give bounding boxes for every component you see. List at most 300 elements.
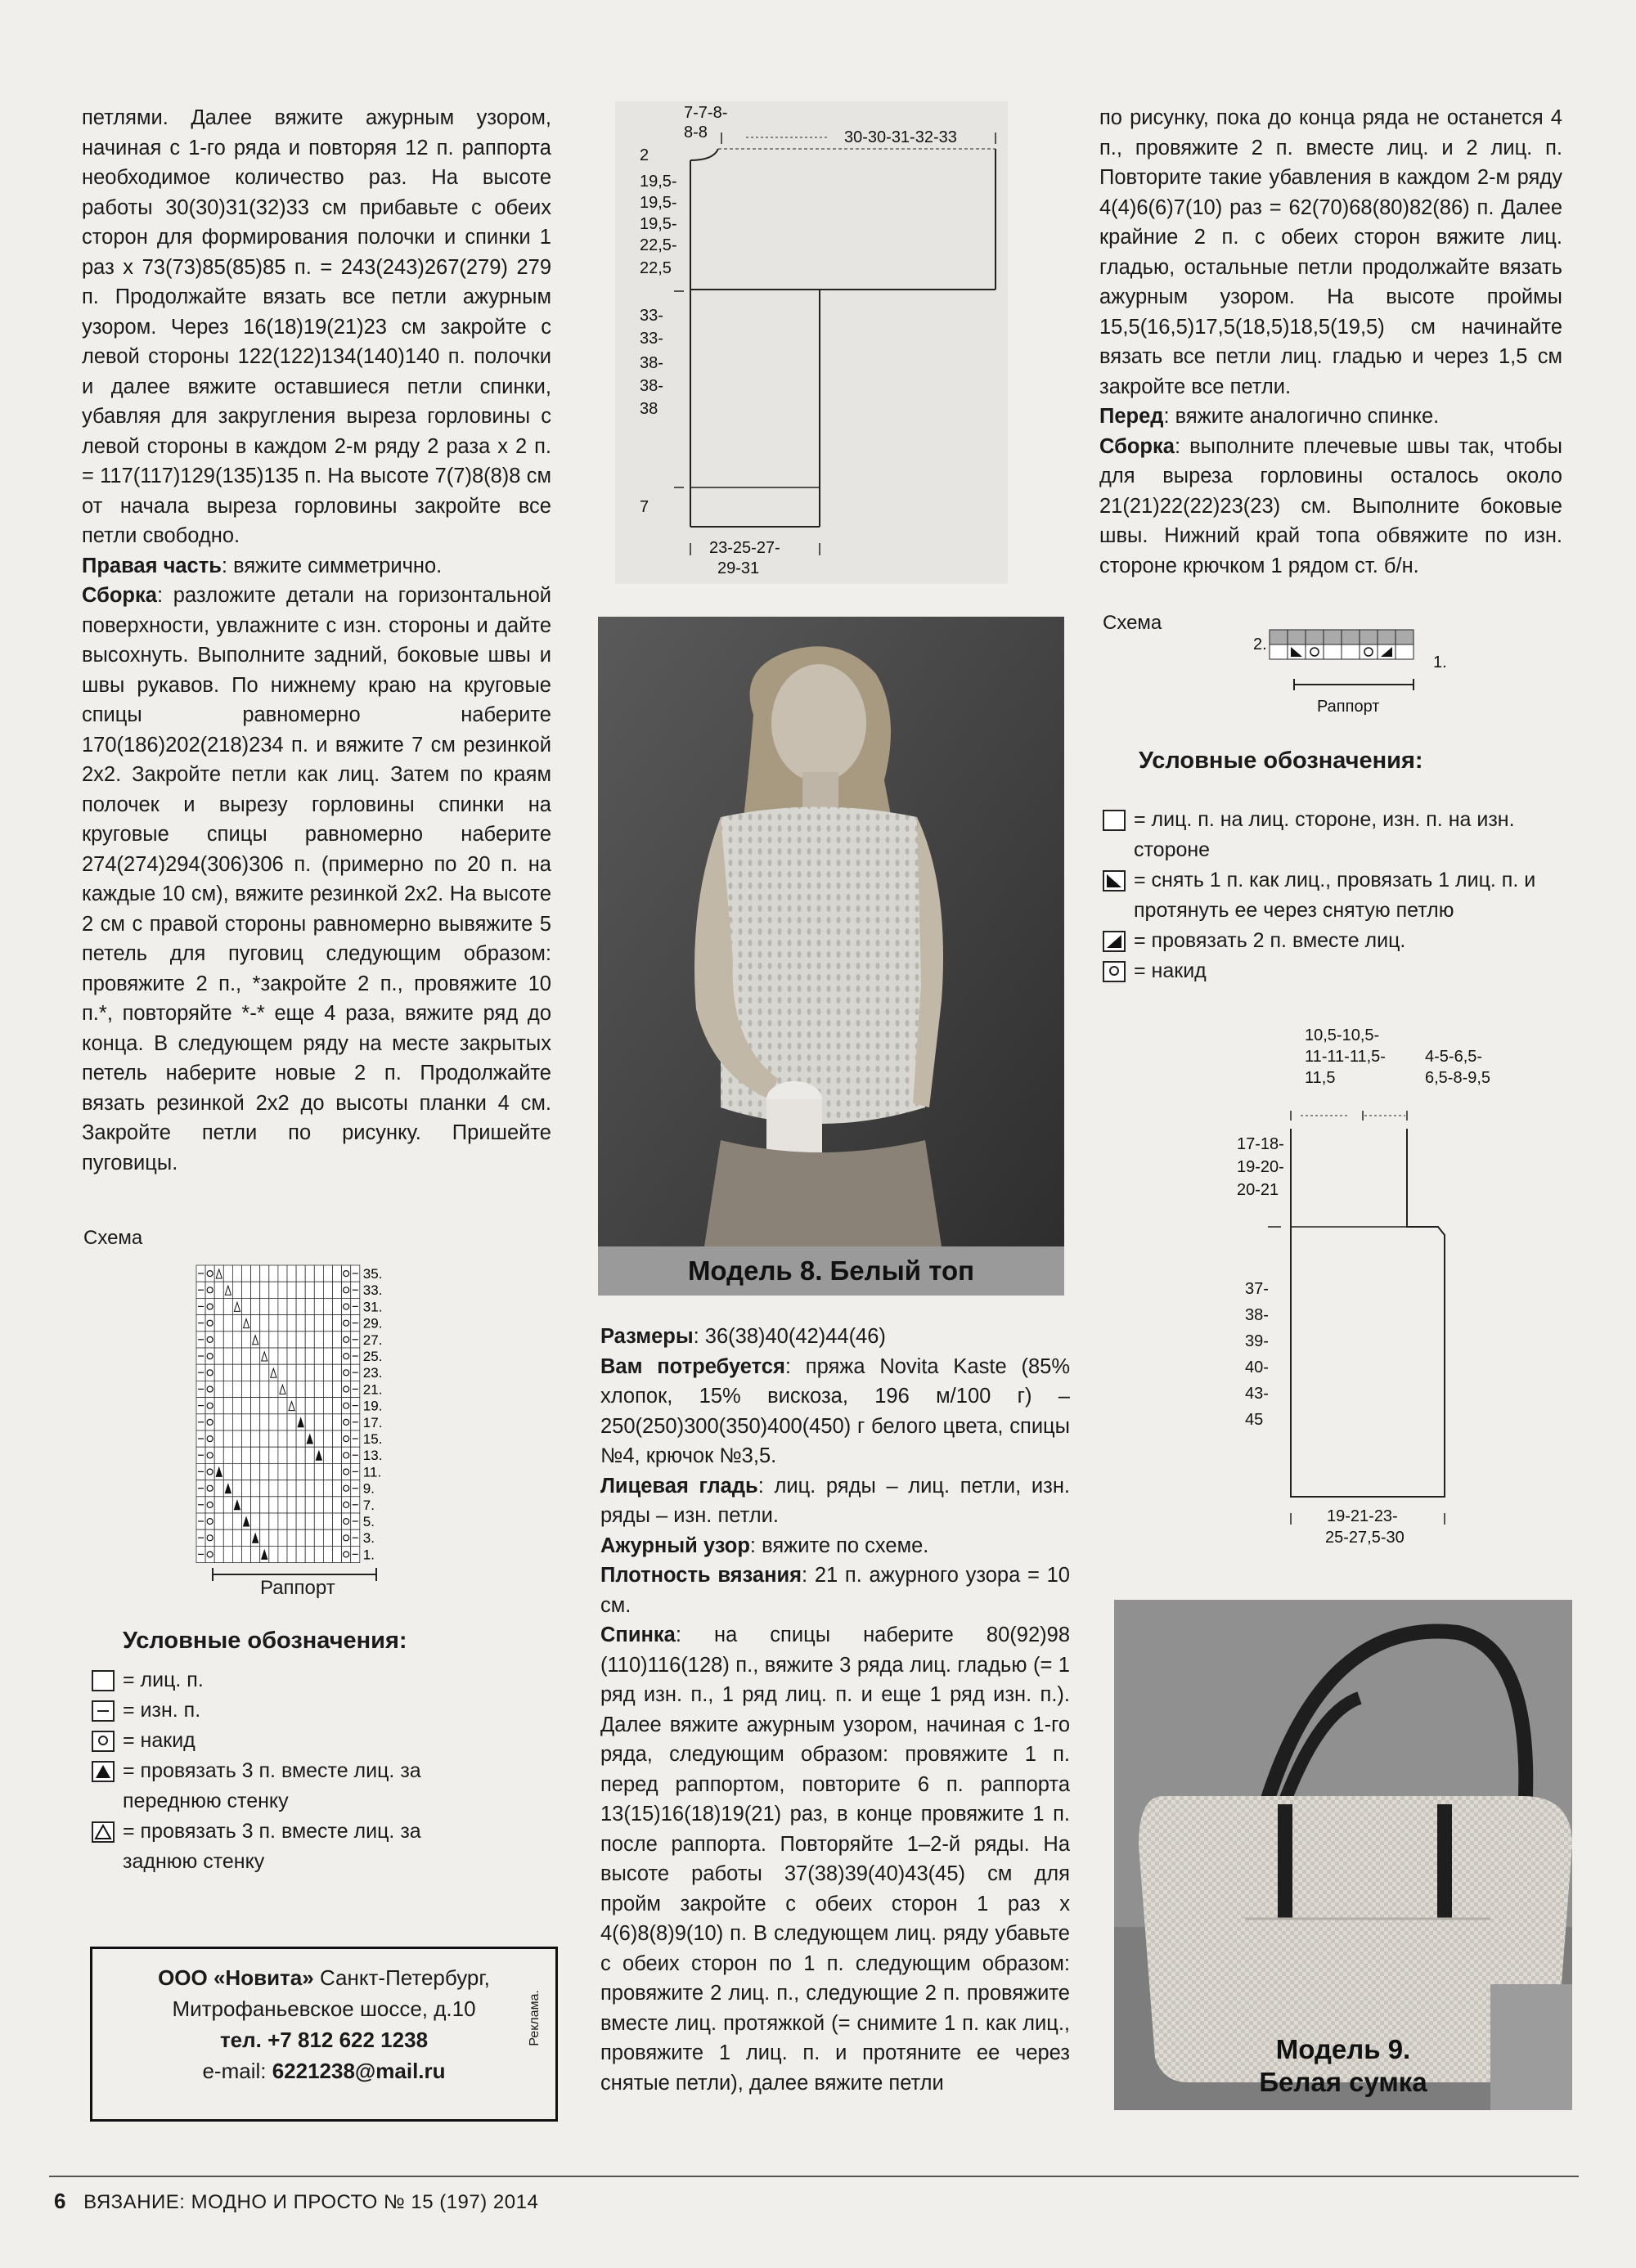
scheme-cell — [287, 1265, 296, 1282]
scheme-cell — [260, 1348, 269, 1364]
scheme-cell — [223, 1430, 232, 1447]
scheme-cell — [278, 1463, 287, 1480]
yarn-over-icon — [1103, 961, 1126, 982]
scheme2-cell — [1324, 644, 1342, 659]
scheme2-cell — [1360, 644, 1378, 659]
scheme-cell — [278, 1298, 287, 1314]
lace-scheme2-chart — [1252, 627, 1456, 733]
scheme-cell — [333, 1282, 342, 1298]
scheme-cell — [305, 1348, 314, 1364]
scheme-cell — [251, 1332, 260, 1348]
svg-text:17-18-: 17-18- — [1237, 1135, 1284, 1153]
scheme-cell — [232, 1529, 241, 1546]
scheme-cell — [296, 1546, 305, 1562]
scheme-row-number: 21. — [362, 1381, 383, 1398]
scheme-cell — [232, 1315, 241, 1332]
scheme-cell — [242, 1315, 251, 1332]
scheme-cell — [269, 1430, 278, 1447]
scheme-cell — [287, 1529, 296, 1546]
scheme-cell — [232, 1447, 241, 1463]
scheme2-cell — [1288, 630, 1306, 644]
scheme-cell — [223, 1497, 232, 1513]
scheme-row-number: 19. — [362, 1398, 383, 1414]
scheme-cell — [287, 1447, 296, 1463]
scheme-row-number: 9. — [362, 1480, 375, 1497]
scheme-cell — [305, 1381, 314, 1397]
scheme-cell — [296, 1497, 305, 1513]
scheme-cell — [314, 1348, 323, 1364]
scheme-cell — [223, 1364, 232, 1381]
scheme-cell — [287, 1430, 296, 1447]
scheme2-repeat-label: Раппорт — [1317, 698, 1380, 716]
scheme-cell — [323, 1430, 332, 1447]
scheme-row-number: 17. — [362, 1414, 383, 1430]
scheme2-grid — [1270, 630, 1414, 659]
scheme-cell — [296, 1332, 305, 1348]
scheme-row-number: 3. — [362, 1530, 375, 1547]
sch-left-label: 19,5- — [640, 173, 677, 191]
scheme-cell — [232, 1381, 241, 1397]
svg-text:11-11-11,5-: 11-11-11,5- — [1305, 1048, 1386, 1066]
scheme-cell — [278, 1480, 287, 1497]
top-pattern-schematic — [615, 101, 1008, 584]
scheme-cell — [314, 1430, 323, 1447]
sch-left-label: 22,5 — [640, 259, 672, 277]
svg-text:37-: 37- — [1245, 1280, 1269, 1298]
model-9-caption: Модель 9. Белая сумка — [1259, 2034, 1427, 2097]
model-9-photo — [1114, 1600, 1572, 2110]
scheme-cell — [287, 1398, 296, 1414]
svg-text:45: 45 — [1245, 1411, 1264, 1429]
scheme-cell — [232, 1546, 241, 1562]
scheme-cell — [323, 1414, 332, 1430]
k3tog-back-icon — [92, 1821, 115, 1843]
scheme-cell — [305, 1398, 314, 1414]
right-part-label: Правая часть — [82, 554, 222, 577]
svg-text:39-: 39- — [1245, 1332, 1269, 1350]
svg-text:43-: 43- — [1245, 1385, 1269, 1403]
scheme-cell — [242, 1265, 251, 1282]
scheme-cell — [278, 1430, 287, 1447]
legend-item: = накид — [92, 1726, 501, 1756]
scheme-cell — [287, 1546, 296, 1562]
sch-top-left: 7-7-8- — [684, 104, 728, 122]
scheme-cell — [278, 1265, 287, 1282]
scheme-cell — [333, 1447, 342, 1463]
sch-left-label: 38- — [640, 354, 663, 372]
scheme-cell — [323, 1298, 332, 1314]
assembly2-paragraph: Сборка: выполните плечевые швы так, чтобы для выреза горловины осталось около 21(21)22(22)23(23) см. Выполните боковые швы. Нижний край топа обвяжите по изн. стороне крючком 1 рядом ст. б/н. — [1099, 434, 1562, 577]
legend2-item: = провязать 2 п. вместе лиц. — [1103, 926, 1569, 956]
scheme-cell — [223, 1348, 232, 1364]
scheme-cell — [333, 1265, 342, 1282]
scheme-cell — [333, 1513, 342, 1529]
middle-text-column — [600, 1322, 1070, 2098]
scheme-cell — [305, 1298, 314, 1314]
sizes-paragraph: Размеры: 36(38)40(42)44(46) — [600, 1325, 886, 1348]
scheme-cell — [242, 1381, 251, 1397]
scheme-cell — [214, 1315, 223, 1332]
scheme-cell — [305, 1332, 314, 1348]
scheme-cell — [278, 1332, 287, 1348]
scheme-cell — [214, 1546, 223, 1562]
scheme-cell — [314, 1381, 323, 1397]
scheme-cell — [287, 1332, 296, 1348]
scheme-cell — [223, 1381, 232, 1397]
scheme-cell — [232, 1513, 241, 1529]
svg-text:6,5-8-9,5: 6,5-8-9,5 — [1425, 1069, 1491, 1087]
k2tog-icon — [1103, 931, 1126, 952]
scheme-cell — [223, 1332, 232, 1348]
scheme-cell — [232, 1463, 241, 1480]
scheme-cell — [314, 1463, 323, 1480]
instructions-paragraph: петлями. Далее вяжите ажурным узором, начиная с 1-го ряда и повторяя 12 п. раппорта необходимое количество раз. На высоте работы 30(30)31(32)33 см прибавьте с обеих сторон для формирования полочки и спинки 1 раз х 73(73)85(85)85 п. = 243(243)267(279) 279 п. Продолжайте вязать все петли ажурным узором. Через 16(18)19(21)23 см закройте с левой стороны 122(122)134(140)140 п. полочки и далее вяжите оставшиеся петли спинки, убавляя для закругления выреза горловины с левой стороны в каждом 2-м ряду 2 раза х 2 п. = 117(117)129(135)135 п. На высоте 7(7)8(8)8 см от начала выреза горловины закройте все петли свободно. — [82, 106, 551, 547]
scheme-cell — [269, 1348, 278, 1364]
scheme-cell — [314, 1298, 323, 1314]
scheme-cell — [296, 1447, 305, 1463]
scheme-cell — [223, 1282, 232, 1298]
assembly-label: Сборка — [82, 584, 157, 607]
advertiser-contact-box — [90, 1947, 558, 2122]
scheme-cell — [287, 1480, 296, 1497]
scheme-cell — [323, 1315, 332, 1332]
scheme2-cell — [1306, 630, 1324, 644]
company-phone: тел. +7 812 622 1238 — [219, 2028, 429, 2052]
scheme-cell — [287, 1381, 296, 1397]
scheme-cell — [314, 1265, 323, 1282]
scheme-cell — [232, 1265, 241, 1282]
scheme-cell — [296, 1265, 305, 1282]
scheme-cell — [314, 1398, 323, 1414]
scheme2-cell — [1342, 644, 1360, 659]
scheme2-cell — [1378, 630, 1396, 644]
scheme-cell — [232, 1430, 241, 1447]
repeat-label: Раппорт — [260, 1577, 335, 1599]
scheme-cell — [251, 1282, 260, 1298]
sch-left-label: 22,5- — [640, 236, 677, 254]
scheme-cell — [305, 1364, 314, 1381]
knit-stitch-icon — [92, 1670, 115, 1691]
scheme2-cell — [1342, 630, 1360, 644]
scheme-row-number: 25. — [362, 1349, 383, 1364]
company-address: Митрофаньевское шоссе, д.10 — [172, 1996, 476, 2021]
scheme-cell — [214, 1529, 223, 1546]
sch-left-label: 2 — [640, 146, 649, 164]
company-city: Санкт-Петербург, — [313, 1965, 490, 1990]
scheme-cell — [251, 1414, 260, 1430]
scheme-cell — [214, 1513, 223, 1529]
svg-text:4-5-6,5-: 4-5-6,5- — [1425, 1048, 1483, 1066]
scheme-cell — [214, 1398, 223, 1414]
scheme-cell — [214, 1364, 223, 1381]
scheme-cell — [260, 1282, 269, 1298]
scheme-cell — [287, 1364, 296, 1381]
scheme-cell — [296, 1480, 305, 1497]
knit-stitch-icon — [1103, 810, 1126, 831]
scheme-cell — [269, 1546, 278, 1562]
legend-item: = провязать 3 п. вместе лиц. за переднюю стенку — [92, 1756, 501, 1817]
scheme-cell — [251, 1447, 260, 1463]
scheme-cell — [296, 1282, 305, 1298]
scheme-cell — [305, 1463, 314, 1480]
sch-left-label: 38- — [640, 377, 663, 395]
scheme-cell — [242, 1546, 251, 1562]
scheme-cell — [242, 1414, 251, 1430]
scheme-cell — [214, 1298, 223, 1314]
scheme-row-number: 15. — [362, 1431, 383, 1447]
scheme-cell — [305, 1546, 314, 1562]
scheme-cell — [296, 1364, 305, 1381]
scheme-cell — [251, 1298, 260, 1314]
scheme-cell — [305, 1447, 314, 1463]
scheme-cell — [323, 1348, 332, 1364]
scheme-cell — [242, 1298, 251, 1314]
scheme-cell — [269, 1398, 278, 1414]
bag-pattern-schematic — [1219, 1022, 1513, 1554]
scheme-cell — [269, 1315, 278, 1332]
scheme-cell — [223, 1463, 232, 1480]
scheme-cell — [251, 1265, 260, 1282]
scheme-cell — [251, 1381, 260, 1397]
scheme-row-numbers — [363, 1266, 383, 1562]
scheme-cell — [333, 1398, 342, 1414]
scheme-cell — [251, 1480, 260, 1497]
scheme-cell — [278, 1348, 287, 1364]
scheme-cell — [214, 1414, 223, 1430]
density-paragraph: Плотность вязания: 21 п. ажурного узора = 10 см. — [600, 1564, 1070, 1617]
scheme-cell — [251, 1364, 260, 1381]
scheme-cell — [278, 1529, 287, 1546]
legend2-list — [1103, 805, 1569, 986]
scheme-cell — [214, 1480, 223, 1497]
right-text-column — [1099, 103, 1562, 581]
scheme-row-number: 1. — [362, 1547, 375, 1563]
scheme-cell — [287, 1348, 296, 1364]
sch-bottom2: 29-31 — [717, 559, 760, 577]
scheme-cell — [314, 1414, 323, 1430]
scheme-cell — [314, 1529, 323, 1546]
scheme-cell — [278, 1315, 287, 1332]
scheme-cell — [305, 1414, 314, 1430]
scheme-cell — [242, 1463, 251, 1480]
scheme-cell — [214, 1447, 223, 1463]
scheme-cell — [323, 1332, 332, 1348]
legend-list — [92, 1665, 501, 1877]
company-email[interactable]: 6221238@mail.ru — [272, 2059, 446, 2083]
scheme-cell — [214, 1282, 223, 1298]
scheme-row-number: 13. — [362, 1448, 383, 1464]
scheme-cell — [242, 1447, 251, 1463]
scheme-title: Схема — [83, 1227, 143, 1249]
scheme-cell — [269, 1332, 278, 1348]
scheme-cell — [223, 1447, 232, 1463]
scheme2-row2: 2. — [1253, 635, 1267, 653]
page-footer — [54, 2189, 538, 2214]
scheme-cell — [287, 1315, 296, 1332]
scheme-cell — [296, 1298, 305, 1314]
svg-text:19-20-: 19-20- — [1237, 1158, 1284, 1176]
scheme-cell — [323, 1265, 332, 1282]
scheme-cell — [260, 1529, 269, 1546]
scheme-cell — [305, 1282, 314, 1298]
scheme2-cell — [1270, 644, 1288, 659]
svg-text:10,5-10,5-: 10,5-10,5- — [1305, 1026, 1380, 1044]
sch-left-label: 19,5- — [640, 215, 677, 233]
scheme-cell — [278, 1414, 287, 1430]
scheme-cell — [223, 1265, 232, 1282]
scheme-cell — [214, 1348, 223, 1364]
scheme-cell — [287, 1414, 296, 1430]
scheme-cell — [223, 1398, 232, 1414]
scheme-cell — [242, 1497, 251, 1513]
scheme-cell — [232, 1480, 241, 1497]
sch-bottom: 23-25-27- — [709, 539, 780, 557]
scheme-cell — [260, 1480, 269, 1497]
model-8-photo — [598, 617, 1064, 1296]
sch-left-label: 7 — [640, 498, 649, 516]
scheme-cell — [278, 1497, 287, 1513]
scheme-cell — [242, 1430, 251, 1447]
scheme-cell — [242, 1364, 251, 1381]
magazine-title: ВЯЗАНИЕ: МОДНО И ПРОСТО № 15 (197) 2014 — [83, 2191, 539, 2213]
scheme-cell — [251, 1497, 260, 1513]
scheme-cell — [278, 1447, 287, 1463]
scheme-cell — [323, 1447, 332, 1463]
scheme-cell — [214, 1332, 223, 1348]
scheme-cell — [269, 1463, 278, 1480]
scheme-row-number: 33. — [362, 1282, 383, 1299]
footer-divider — [49, 2176, 1579, 2177]
scheme-cell — [296, 1430, 305, 1447]
scheme-cell — [260, 1414, 269, 1430]
scheme-cell — [333, 1480, 342, 1497]
scheme-cell — [242, 1332, 251, 1348]
scheme-row-number: 23. — [362, 1365, 383, 1381]
scheme-cell — [223, 1513, 232, 1529]
sch-left-label: 33- — [640, 307, 663, 325]
purl-stitch-icon — [92, 1700, 115, 1722]
scheme-cell — [323, 1497, 332, 1513]
scheme-cell — [260, 1265, 269, 1282]
legend-item: = изн. п. — [92, 1695, 501, 1726]
scheme-cell — [296, 1513, 305, 1529]
scheme-cell — [296, 1463, 305, 1480]
stockinette-paragraph: Лицевая гладь: лиц. ряды – лиц. петли, изн. ряды – изн. петли. — [600, 1474, 1070, 1527]
scheme-cell — [287, 1513, 296, 1529]
legend2-item: = накид — [1103, 956, 1569, 986]
scheme-cell — [269, 1265, 278, 1282]
scheme2-cell — [1396, 644, 1414, 659]
scheme-cell — [323, 1463, 332, 1480]
left-text-column — [82, 103, 551, 1178]
front-paragraph: Перед: вяжите аналогично спинке. — [1099, 405, 1440, 428]
scheme-cell — [323, 1364, 332, 1381]
page-number: 6 — [54, 2189, 66, 2213]
scheme-cell — [333, 1430, 342, 1447]
scheme-cell — [269, 1447, 278, 1463]
scheme-cell — [260, 1298, 269, 1314]
scheme-cell — [242, 1282, 251, 1298]
right-part-text: : вяжите симметрично. — [221, 554, 443, 577]
scheme-cell — [333, 1381, 342, 1397]
scheme-cell — [278, 1398, 287, 1414]
legend2-item: = лиц. п. на лиц. стороне, изн. п. на изн. стороне — [1103, 805, 1569, 865]
scheme-cell — [296, 1529, 305, 1546]
legend2-title: Условные обозначения: — [1139, 748, 1423, 774]
scheme2-cell — [1270, 630, 1288, 644]
scheme-cell — [242, 1398, 251, 1414]
scheme-cell — [260, 1332, 269, 1348]
scheme-cell — [242, 1480, 251, 1497]
scheme-cell — [323, 1398, 332, 1414]
scheme-cell — [314, 1546, 323, 1562]
company-line — [117, 1962, 531, 1993]
scheme-cell — [305, 1315, 314, 1332]
scheme-row-number: 29. — [362, 1315, 383, 1332]
back-paragraph: Спинка: на спицы наберите 80(92)98 (110)116(128) п., вяжите 3 ряда лиц. гладью (= 1 ряд изн. п., 1 ряд лиц. п. и еще 1 ряд изн. п.). Далее вяжите ажурным узором, начиная с 1-го ряда, следующим образом: провяжите 1 п. перед раппортом, повторите 6 п. раппорта 13(15)16(18)19(21) раз, в конце провяжите 1 п. после раппорта. Повторяйте 1–2-й ряды. На высоте работы 37(38)39(40)43(45) см для пройм закройте с обеих сторон 1 раз х 4(6)8(8)9(10) п. В следующем лиц. ряду убавьте с обеих сторон по 1 п. следующим образом: провяжите 2 лиц. п., следующие 2 п. провяжите вместе лиц. протяжкой (= снимите 1 п. как лиц., провяжите 1 лиц. п. и протяните ее через снятые петли), далее вяжите петли — [600, 1624, 1070, 2095]
scheme-cell — [269, 1529, 278, 1546]
legend-item: = лиц. п. — [92, 1665, 501, 1695]
svg-text:40-: 40- — [1245, 1359, 1269, 1377]
model-8-caption: Модель 8. Белый топ — [598, 1246, 1064, 1296]
sch-left-label: 38 — [640, 400, 658, 418]
scheme-cell — [232, 1282, 241, 1298]
scheme-cell — [323, 1546, 332, 1562]
scheme-cell — [333, 1414, 342, 1430]
scheme-cell — [251, 1513, 260, 1529]
scheme-cell — [251, 1463, 260, 1480]
scheme-cell — [251, 1430, 260, 1447]
scheme-cell — [260, 1430, 269, 1447]
scheme-cell — [333, 1332, 342, 1348]
scheme-cell — [260, 1364, 269, 1381]
lace-paragraph: Ажурный узор: вяжите по схеме. — [600, 1534, 929, 1557]
scheme-cell — [333, 1364, 342, 1381]
scheme-cell — [269, 1364, 278, 1381]
scheme-cell — [251, 1315, 260, 1332]
scheme-cell — [333, 1529, 342, 1546]
scheme-cell — [214, 1497, 223, 1513]
scheme-cell — [260, 1315, 269, 1332]
scheme-cell — [333, 1546, 342, 1562]
scheme2-row1: 1. — [1433, 653, 1447, 671]
scheme-cell — [260, 1398, 269, 1414]
scheme-cell — [260, 1381, 269, 1397]
scheme-cell — [232, 1298, 241, 1314]
scheme-cell — [305, 1265, 314, 1282]
ad-mark: Реклама. — [528, 1990, 542, 2046]
scheme-cell — [232, 1398, 241, 1414]
scheme2-cell — [1360, 630, 1378, 644]
company-name: ООО «Новита» — [158, 1965, 314, 1990]
sch-left-label: 33- — [640, 330, 663, 348]
scheme-cell — [251, 1348, 260, 1364]
scheme-cell — [323, 1529, 332, 1546]
scheme-cell — [260, 1497, 269, 1513]
scheme-cell — [260, 1463, 269, 1480]
lace-scheme-chart — [195, 1264, 465, 1591]
scheme-cell — [223, 1529, 232, 1546]
scheme-cell — [314, 1513, 323, 1529]
scheme-cell — [287, 1497, 296, 1513]
scheme-cell — [223, 1546, 232, 1562]
scheme-cell — [269, 1298, 278, 1314]
sch-left-label: 19,5- — [640, 194, 677, 212]
scheme-cell — [314, 1497, 323, 1513]
scheme-cell — [287, 1282, 296, 1298]
scheme-cell — [214, 1265, 223, 1282]
scheme-cell — [314, 1480, 323, 1497]
